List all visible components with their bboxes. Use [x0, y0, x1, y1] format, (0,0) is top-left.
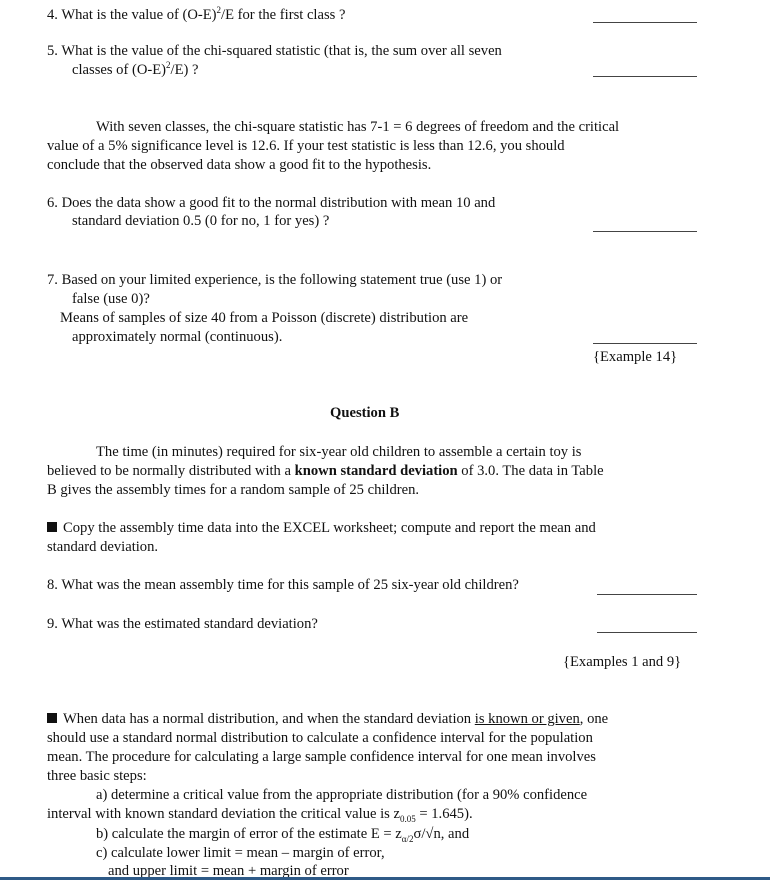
chi-note-line2: value of a 5% significance level is 12.6. If your test statistic is less than 12.6, you should — [47, 138, 565, 154]
known-or-given-emphasis: is known or given — [474, 711, 580, 727]
question-7-line4: approximately normal (continuous). — [72, 329, 283, 345]
answer-blank-8[interactable] — [597, 594, 697, 595]
answer-blank-4[interactable] — [593, 22, 697, 23]
examples-1-9-reference: {Examples 1 and 9} — [563, 654, 682, 670]
question-8: 8. What was the mean assembly time for this sample of 25 six-year old children? — [47, 577, 519, 593]
question-9: 9. What was the estimated standard deviation? — [47, 616, 318, 632]
question-6-line1: 6. Does the data show a good fit to the normal distribution with mean 10 and — [47, 195, 496, 211]
known-sd-emphasis: known standard deviation — [294, 463, 458, 479]
answer-blank-9[interactable] — [597, 632, 697, 633]
example-14-reference: {Example 14} — [593, 349, 678, 365]
question-7-line1: 7. Based on your limited experience, is the following statement true (use 1) or — [47, 272, 503, 288]
question-b-heading: Question B — [330, 405, 400, 421]
chi-note-line3: conclude that the observed data show a good fit to the hypothesis. — [47, 157, 432, 173]
answer-blank-7[interactable] — [593, 343, 697, 344]
step-d: and upper limit = mean + margin of error — [108, 863, 349, 877]
question-7-line3: Means of samples of size 40 from a Poisson (discrete) distribution are — [60, 310, 469, 326]
bullet-square-icon — [47, 713, 57, 723]
answer-blank-6[interactable] — [593, 231, 697, 232]
step-d-clip — [0, 862, 770, 877]
question-4: 4. What is the value of $(O-E)^2/E$ for the first class ? — [47, 5, 346, 23]
intro-b-line3: B gives the assembly times for a random sample of 25 children. — [47, 482, 420, 498]
step-a-line1: a) determine a critical value from the appropriate distribution (for a 90% confidence — [96, 787, 588, 803]
step-b: b) calculate the margin of error of the estimate $E = z_{\alpha/2}\sigma/√n$, and — [96, 826, 470, 844]
bullet-2-line4: three basic steps: — [47, 768, 147, 784]
bullet-2-line1: When data has a normal distribution, and when the standard deviation is known or given, one — [47, 710, 608, 728]
answer-blank-5[interactable] — [593, 76, 697, 77]
step-c: c) calculate lower limit = mean – margin of error, — [96, 845, 385, 861]
step-a-line2: interval with known standard deviation the critical value is $z_{0.05} = 1.645$). — [47, 806, 473, 824]
intro-b-line1: The time (in minutes) required for six-year old children to assemble a certain toy is — [96, 444, 582, 460]
bullet-square-icon — [47, 522, 57, 532]
bullet-2-line2: should use a standard normal distribution to calculate a confidence interval for the population — [47, 730, 593, 746]
question-5-line2: classes of $(O-E)^2/E$) ? — [72, 60, 199, 78]
bullet-1-line2: standard deviation. — [47, 539, 159, 555]
question-5-line1: 5. What is the value of the chi-squared statistic (that is, the sum over all seven — [47, 43, 502, 59]
bullet-1-line1: Copy the assembly time data into the EXCEL worksheet; compute and report the mean and — [47, 519, 596, 537]
bullet-2-line3: mean. The procedure for calculating a large sample confidence interval for one mean involves — [47, 749, 596, 765]
question-6-line2: standard deviation 0.5 (0 for no, 1 for yes) ? — [72, 213, 330, 229]
intro-b-line2: believed to be normally distributed with a known standard deviation of 3.0. The data in Table — [47, 463, 604, 479]
question-7-line2: false (use 0)? — [72, 291, 150, 307]
chi-note-line1: With seven classes, the chi-square statistic has 7-1 = 6 degrees of freedom and the critical — [96, 119, 620, 135]
